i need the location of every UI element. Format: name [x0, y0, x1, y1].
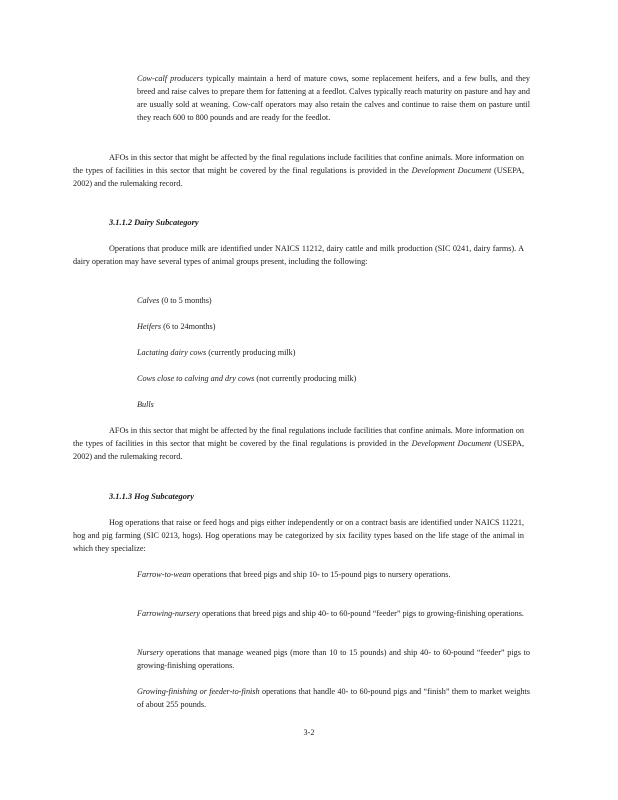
cowcalf-term: Cow-calf producers: [137, 74, 204, 83]
hog-type-detail: operations that breed pigs and ship 40- to 60-pound “feeder” pigs to growing-finishing operations.: [199, 609, 524, 618]
dairy-intro: Operations that produce milk are identified under NAICS 11212, dairy cattle and milk production (SIC 0241, dairy farms). A dairy operation may have several types of animal groups present, including the following:: [73, 244, 524, 266]
hog-type-growing-finishing: [137, 686, 530, 712]
hog-heading: 3.1.1.3 Hog Subcategory: [109, 492, 194, 501]
dairy-heading: 3.1.1.2 Dairy Subcategory: [109, 218, 199, 227]
hog-type-detail: operations that handle 40- to 60-pound pigs and “finish” them to market weights of about 255 pounds.: [137, 687, 530, 709]
afo-text-before: AFOs in this sector that might be affected by the final regulations include facilities that confine animals. More information on the types of facilities in this sector that might be covered by the final regulations is provided in the: [73, 426, 524, 448]
afo-paragraph-dairy: [73, 425, 524, 464]
hog-type-detail: operations that manage weaned pigs (more than 10 to 15 pounds) and ship 40- to 60-pound “feeder” pigs to growing-finishing operations.: [137, 648, 530, 670]
development-document-ref: Development Document: [411, 165, 492, 175]
dairy-group-detail: (6 to 24months): [161, 322, 216, 331]
afo-text-after: (USEPA, 2002) and the rulemaking record.: [73, 165, 524, 188]
dairy-group-bulls: [137, 399, 530, 412]
hog-type-term: Nursery: [137, 648, 164, 657]
hog-type-nursery: [137, 647, 530, 673]
dairy-group-heifers: [137, 321, 530, 334]
cowcalf-paragraph: [137, 73, 530, 125]
dairy-group-term: Cows close to calving and dry cows: [137, 374, 255, 383]
dairy-group-term: Calves: [137, 296, 160, 305]
hog-intro: Hog operations that raise or feed hogs and pigs either independently or on a contract basis are identified under NAICS 11221, hog and pig farming (SIC 0213, hogs). Hog operations may be categorized by six facility types based on the life stage of the animal in which they specialize:: [73, 518, 524, 553]
afo-text-after: (USEPA, 2002) and the rulemaking record.: [73, 438, 524, 461]
hog-type-farrowing-nursery: [137, 608, 530, 621]
dairy-group-dry-cows: [137, 373, 530, 386]
dairy-group-term: Heifers: [137, 322, 162, 331]
dairy-group-calves: [137, 295, 530, 308]
hog-type-term: Farrowing-nursery: [137, 609, 200, 618]
hog-type-term: Growing-finishing or feeder-to-finish: [137, 687, 260, 696]
hog-type-term: Farrow-to-wean: [137, 570, 191, 579]
cowcalf-body: typically maintain a herd of mature cows, some replacement heifers, and a few bulls, and they breed and raise calves to prepare them for fattening at a feedlot. Calves typically reach maturity on pasture and hay and are usually sold at weaning. Cow-calf operators may also retain the calves and continue to raise them on pasture until they reach 600 to 800 pounds and are ready for the feedlot.: [137, 74, 530, 122]
hog-type-detail: operations that breed pigs and ship 10- to 15-pound pigs to nursery operations.: [190, 570, 451, 579]
dairy-group-detail: (currently producing milk): [206, 348, 296, 357]
development-document-ref: Development Document: [411, 438, 492, 448]
afo-text-before: AFOs in this sector that might be affected by the final regulations include facilities that confine animals. More information on the types of facilities in this sector that might be covered by the final regulations is provided in the: [73, 153, 524, 175]
page-number: 3-2: [303, 728, 315, 737]
dairy-group-lactating: [137, 347, 530, 360]
dairy-group-term: Lactating dairy cows: [137, 348, 207, 357]
dairy-group-term: Bulls: [137, 400, 154, 409]
afo-paragraph-beef: [73, 152, 524, 191]
dairy-group-detail: (0 to 5 months): [159, 296, 212, 305]
dairy-group-detail: (not currently producing milk): [254, 374, 357, 383]
hog-type-farrow-to-wean: [137, 569, 530, 582]
